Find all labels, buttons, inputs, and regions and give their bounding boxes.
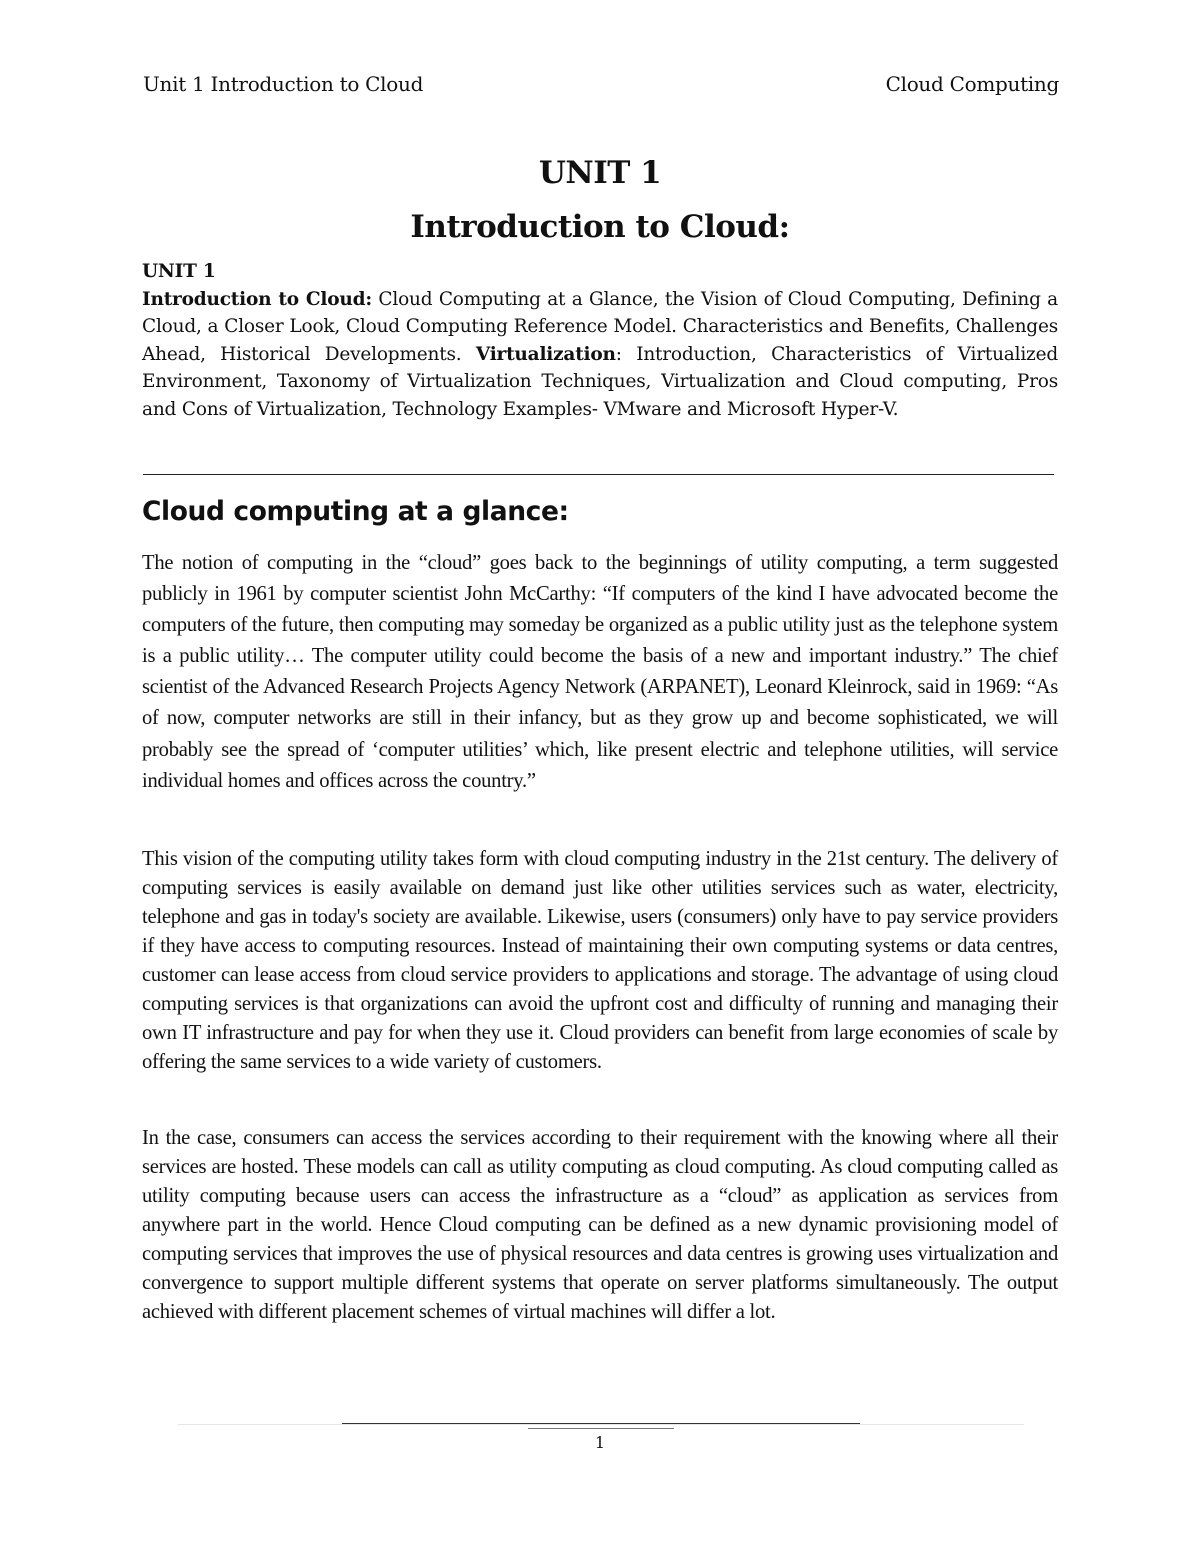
header-unit-title: Unit 1 Introduction to Cloud xyxy=(143,72,424,96)
footer-divider-faint xyxy=(178,1424,1024,1425)
page-title xyxy=(0,146,1200,254)
syllabus-text xyxy=(142,286,1058,424)
section-divider xyxy=(143,474,1054,475)
paragraph-2: This vision of the computing utility takes form with cloud computing industry in the 21st century. The delivery of computing services is easily available on demand just like other utilities services such as water, electricity, telephone and gas in today's society are available. Likewise, users (consumers) only have to pay service providers if they have access to computing resources. Instead of maintaining their own computing systems or data centres, customer can lease access from cloud service providers to applications and storage. The advantage of using cloud computing services is that organizations can avoid the upfront cost and difficulty of running and managing their own IT infrastructure and pay for when they use it. Cloud providers can benefit from large economies of scale by offering the same services to a wide variety of customers. xyxy=(142,848,1058,1073)
syllabus-intro-label: Introduction to Cloud: xyxy=(142,288,372,310)
syllabus-virtualization-topics: : Introduction, Characteristics of Virtualized Environment, Taxonomy of Virtualization Techniques, Virtualization and Cloud computing, Pros and Cons of Virtualization, Technology Examples- VMware and Microsoft Hyper-V. xyxy=(142,343,1058,420)
page-number: 1 xyxy=(594,1433,606,1452)
paragraph-3: In the case, consumers can access the services according to their requirement with the knowing where all their services are hosted. These models can call as utility computing as cloud computing. As cloud computing called as utility computing because users can access the infrastructure as a “cloud” as application as services from anywhere part in the world. Hence Cloud computing can be defined as a new dynamic provisioning model of computing services that improves the use of physical resources and data centres is growing uses virtualization and convergence to support multiple different systems that operate on server platforms simultaneously. The output achieved with different placement schemes of virtual machines will differ a lot. xyxy=(142,1127,1058,1323)
syllabus-box xyxy=(142,258,1058,424)
running-header xyxy=(143,72,1059,96)
header-course-title: Cloud Computing xyxy=(885,72,1059,96)
section-heading: Cloud computing at a glance: xyxy=(142,496,569,527)
title-unit-number: UNIT 1 xyxy=(538,155,662,191)
paragraph-1: The notion of computing in the “cloud” goes back to the beginnings of utility computing, a term suggested publicly in 1961 by computer scientist John McCarthy: “If computers of the kind I have advocated become the computers of the future, then computing may someday be organized as a public utility just as the telephone system is a public utility… The computer utility could become the basis of a new and important industry.” The chief scientist of the Advanced Research Projects Agency Network (ARPANET), Leonard Kleinrock, said in 1969: “As of now, computer networks are still in their infancy, but as they grow up and become sophisticated, we will probably see the spread of ‘computer utilities’ which, like present electric and telephone utilities, will service individual homes and offices across the country.” xyxy=(142,552,1058,792)
syllabus-intro-topics: Cloud Computing at a Glance, the Vision of Cloud Computing, Defining a Cloud, a Closer Look, Cloud Computing Reference Model. Characteristics and Benefits, Challenges Ahead, Historical Developments. xyxy=(142,288,1058,365)
title-unit-name: Introduction to Cloud: xyxy=(410,209,790,245)
footer-divider-short xyxy=(528,1428,674,1429)
syllabus-virtualization-label: Virtualization xyxy=(475,343,616,365)
footer-divider xyxy=(342,1423,860,1424)
syllabus-unit-label: UNIT 1 xyxy=(142,261,216,282)
